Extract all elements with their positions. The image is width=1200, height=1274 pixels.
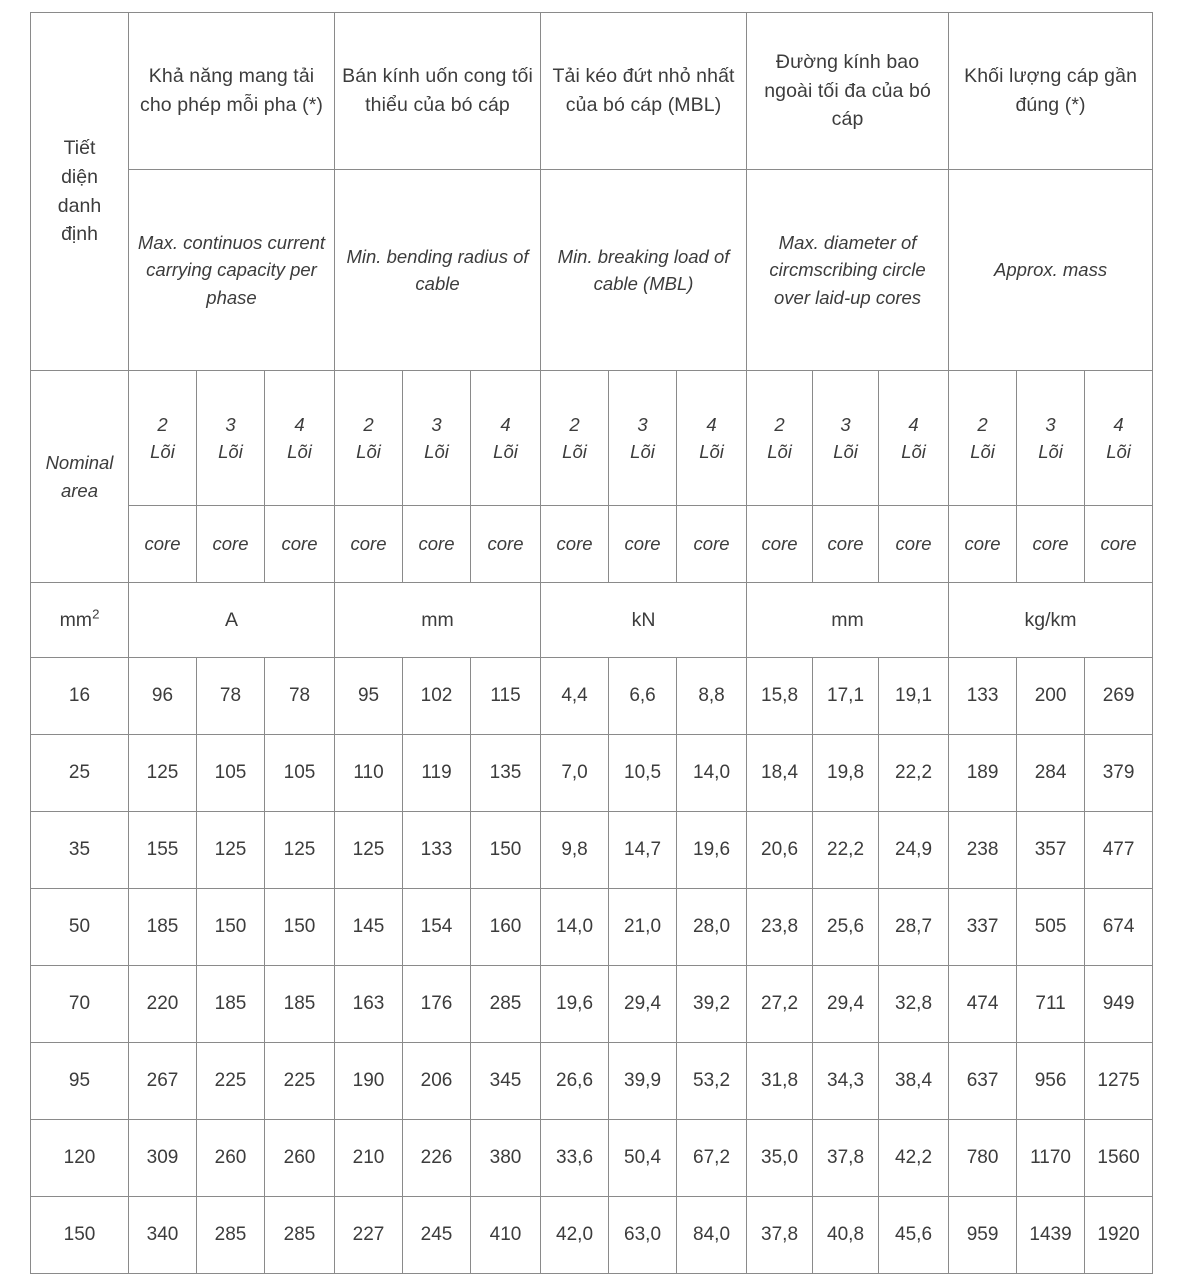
data-cell: 133 xyxy=(403,812,471,889)
data-cell: 285 xyxy=(265,1197,335,1274)
row-header-stub-vietnamese xyxy=(31,13,129,371)
core-label-en-2-bending-radius: core xyxy=(335,506,403,583)
core-label-vi: Lõi xyxy=(1038,441,1063,462)
data-cell: 33,6 xyxy=(541,1120,609,1197)
data-cell: 18,4 xyxy=(747,735,813,812)
data-cell: 22,2 xyxy=(813,812,879,889)
data-cell: 4,4 xyxy=(541,658,609,735)
core-label-en-2-breaking-load: core xyxy=(541,506,609,583)
data-cell: 23,8 xyxy=(747,889,813,966)
data-cell: 26,6 xyxy=(541,1043,609,1120)
data-cell: 14,0 xyxy=(677,735,747,812)
core-label-vi: Lõi xyxy=(562,441,587,462)
core-count-2-breaking-load xyxy=(541,371,609,506)
table-row xyxy=(31,966,1153,1043)
table-row xyxy=(31,1197,1153,1274)
data-cell: 345 xyxy=(471,1043,541,1120)
data-cell: 8,8 xyxy=(677,658,747,735)
data-cell: 17,1 xyxy=(813,658,879,735)
core-label-vi: Lõi xyxy=(493,441,518,462)
data-cell: 150 xyxy=(265,889,335,966)
core-count-3-approx-mass xyxy=(1017,371,1085,506)
core-label-en-3-current-capacity: core xyxy=(197,506,265,583)
data-cell: 160 xyxy=(471,889,541,966)
data-cell: 176 xyxy=(403,966,471,1043)
core-label-vi: Lõi xyxy=(699,441,724,462)
core-count-4-current-capacity xyxy=(265,371,335,506)
group-header-vi-outer-diameter: Đường kính bao ngoài tối đa của bó cáp xyxy=(747,13,949,170)
data-cell: 1560 xyxy=(1085,1120,1153,1197)
data-cell: 39,9 xyxy=(609,1043,677,1120)
data-cell: 337 xyxy=(949,889,1017,966)
data-cell: 20,6 xyxy=(747,812,813,889)
data-cell: 163 xyxy=(335,966,403,1043)
data-cell: 39,2 xyxy=(677,966,747,1043)
table-row xyxy=(31,735,1153,812)
data-cell: 63,0 xyxy=(609,1197,677,1274)
core-number: 4 xyxy=(500,413,511,435)
nominal-area-value: 50 xyxy=(31,889,129,966)
data-cell: 190 xyxy=(335,1043,403,1120)
data-cell: 32,8 xyxy=(879,966,949,1043)
nominal-area-value: 95 xyxy=(31,1043,129,1120)
data-cell: 110 xyxy=(335,735,403,812)
core-count-4-bending-radius xyxy=(471,371,541,506)
data-cell: 45,6 xyxy=(879,1197,949,1274)
core-number: 4 xyxy=(908,413,919,435)
data-cell: 1439 xyxy=(1017,1197,1085,1274)
header-row-core-count xyxy=(31,371,1153,506)
data-cell: 125 xyxy=(335,812,403,889)
data-cell: 260 xyxy=(265,1120,335,1197)
data-cell: 6,6 xyxy=(609,658,677,735)
group-header-vi-breaking-load: Tải kéo đứt nhỏ nhất của bó cáp (MBL) xyxy=(541,13,747,170)
data-cell: 238 xyxy=(949,812,1017,889)
data-cell: 125 xyxy=(129,735,197,812)
data-cell: 674 xyxy=(1085,889,1153,966)
data-cell: 225 xyxy=(265,1043,335,1120)
core-number: 2 xyxy=(157,413,168,435)
group-header-en-outer-diameter: Max. diameter of circmscribing circle over laid-up cores xyxy=(747,170,949,371)
data-cell: 949 xyxy=(1085,966,1153,1043)
data-cell: 340 xyxy=(129,1197,197,1274)
core-number: 2 xyxy=(569,413,580,435)
data-cell: 206 xyxy=(403,1043,471,1120)
data-cell: 29,4 xyxy=(609,966,677,1043)
data-cell: 25,6 xyxy=(813,889,879,966)
data-cell: 505 xyxy=(1017,889,1085,966)
core-count-4-outer-diameter xyxy=(879,371,949,506)
data-cell: 38,4 xyxy=(879,1043,949,1120)
data-cell: 27,2 xyxy=(747,966,813,1043)
unit-nominal-area xyxy=(31,583,129,658)
core-number: 3 xyxy=(1045,413,1056,435)
data-cell: 185 xyxy=(197,966,265,1043)
nominal-area-value: 70 xyxy=(31,966,129,1043)
unit-breaking-load: kN xyxy=(541,583,747,658)
data-cell: 28,0 xyxy=(677,889,747,966)
core-label-vi: Lõi xyxy=(901,441,926,462)
core-label-vi: Lõi xyxy=(833,441,858,462)
data-cell: 78 xyxy=(265,658,335,735)
data-cell: 269 xyxy=(1085,658,1153,735)
data-cell: 115 xyxy=(471,658,541,735)
data-cell: 40,8 xyxy=(813,1197,879,1274)
core-number: 3 xyxy=(840,413,851,435)
core-label-vi: Lõi xyxy=(1106,441,1131,462)
header-row-core-word xyxy=(31,506,1153,583)
data-cell: 1170 xyxy=(1017,1120,1085,1197)
core-label-vi: Lõi xyxy=(218,441,243,462)
data-cell: 14,7 xyxy=(609,812,677,889)
core-label-en-2-outer-diameter: core xyxy=(747,506,813,583)
nominal-area-value: 120 xyxy=(31,1120,129,1197)
data-cell: 102 xyxy=(403,658,471,735)
data-cell: 379 xyxy=(1085,735,1153,812)
data-cell: 637 xyxy=(949,1043,1017,1120)
data-cell: 35,0 xyxy=(747,1120,813,1197)
data-cell: 95 xyxy=(335,658,403,735)
data-cell: 19,6 xyxy=(677,812,747,889)
group-header-en-approx-mass: Approx. mass xyxy=(949,170,1153,371)
table-row xyxy=(31,658,1153,735)
core-number: 3 xyxy=(225,413,236,435)
unit-approx-mass: kg/km xyxy=(949,583,1153,658)
unit-text: mm xyxy=(59,608,93,631)
core-label-vi: Lõi xyxy=(767,441,792,462)
core-label-en-3-bending-radius: core xyxy=(403,506,471,583)
data-cell: 15,8 xyxy=(747,658,813,735)
stub-line: diện xyxy=(61,165,98,188)
core-count-4-breaking-load xyxy=(677,371,747,506)
core-label-vi: Lõi xyxy=(424,441,449,462)
data-cell: 711 xyxy=(1017,966,1085,1043)
data-cell: 1275 xyxy=(1085,1043,1153,1120)
stub-line: định xyxy=(61,223,98,246)
core-count-2-current-capacity xyxy=(129,371,197,506)
data-cell: 21,0 xyxy=(609,889,677,966)
header-row-vietnamese xyxy=(31,13,1153,170)
data-cell: 67,2 xyxy=(677,1120,747,1197)
data-cell: 119 xyxy=(403,735,471,812)
unit-exponent: 2 xyxy=(92,606,100,622)
core-label-vi: Lõi xyxy=(150,441,175,462)
data-cell: 37,8 xyxy=(813,1120,879,1197)
data-cell: 185 xyxy=(265,966,335,1043)
data-cell: 105 xyxy=(197,735,265,812)
data-cell: 78 xyxy=(197,658,265,735)
table-row xyxy=(31,812,1153,889)
data-cell: 19,8 xyxy=(813,735,879,812)
nominal-area-value: 35 xyxy=(31,812,129,889)
data-cell: 410 xyxy=(471,1197,541,1274)
group-header-vi-bending-radius: Bán kính uốn cong tối thiểu của bó cáp xyxy=(335,13,541,170)
data-cell: 29,4 xyxy=(813,966,879,1043)
core-label-en-2-approx-mass: core xyxy=(949,506,1017,583)
core-count-2-bending-radius xyxy=(335,371,403,506)
table-row xyxy=(31,889,1153,966)
table-body xyxy=(31,13,1153,1274)
data-cell: 260 xyxy=(197,1120,265,1197)
nominal-area-value: 25 xyxy=(31,735,129,812)
core-number: 2 xyxy=(363,413,374,435)
data-cell: 284 xyxy=(1017,735,1085,812)
core-label-vi: Lõi xyxy=(287,441,312,462)
data-cell: 780 xyxy=(949,1120,1017,1197)
core-count-3-outer-diameter xyxy=(813,371,879,506)
data-cell: 267 xyxy=(129,1043,197,1120)
core-number: 4 xyxy=(1113,413,1124,435)
data-cell: 155 xyxy=(129,812,197,889)
data-cell: 477 xyxy=(1085,812,1153,889)
group-header-vi-current-capacity: Khả năng mang tải cho phép mỗi pha (*) xyxy=(129,13,335,170)
core-number: 2 xyxy=(774,413,785,435)
data-cell: 133 xyxy=(949,658,1017,735)
core-label-en-3-approx-mass: core xyxy=(1017,506,1085,583)
group-header-vi-approx-mass: Khối lượng cáp gần đúng (*) xyxy=(949,13,1153,170)
data-cell: 125 xyxy=(265,812,335,889)
core-label-en-4-breaking-load: core xyxy=(677,506,747,583)
data-cell: 19,6 xyxy=(541,966,609,1043)
core-number: 3 xyxy=(431,413,442,435)
core-count-2-approx-mass xyxy=(949,371,1017,506)
data-cell: 10,5 xyxy=(609,735,677,812)
row-header-stub-english xyxy=(31,371,129,583)
data-cell: 380 xyxy=(471,1120,541,1197)
data-cell: 135 xyxy=(471,735,541,812)
core-number: 4 xyxy=(294,413,305,435)
data-cell: 28,7 xyxy=(879,889,949,966)
stub-line: Nominal xyxy=(45,452,114,474)
data-cell: 42,0 xyxy=(541,1197,609,1274)
data-cell: 125 xyxy=(197,812,265,889)
core-label-vi: Lõi xyxy=(970,441,995,462)
core-label-en-2-current-capacity: core xyxy=(129,506,197,583)
data-cell: 210 xyxy=(335,1120,403,1197)
data-cell: 956 xyxy=(1017,1043,1085,1120)
data-cell: 14,0 xyxy=(541,889,609,966)
core-label-vi: Lõi xyxy=(356,441,381,462)
data-cell: 285 xyxy=(471,966,541,1043)
header-row-english xyxy=(31,170,1153,371)
group-header-en-current-capacity: Max. continuos current carrying capacity per phase xyxy=(129,170,335,371)
data-cell: 245 xyxy=(403,1197,471,1274)
data-cell: 84,0 xyxy=(677,1197,747,1274)
data-cell: 1920 xyxy=(1085,1197,1153,1274)
table-row xyxy=(31,1043,1153,1120)
nominal-area-value: 150 xyxy=(31,1197,129,1274)
data-cell: 22,2 xyxy=(879,735,949,812)
data-cell: 24,9 xyxy=(879,812,949,889)
core-count-2-outer-diameter xyxy=(747,371,813,506)
data-cell: 42,2 xyxy=(879,1120,949,1197)
core-count-3-bending-radius xyxy=(403,371,471,506)
data-cell: 31,8 xyxy=(747,1043,813,1120)
stub-line: Tiết xyxy=(63,136,96,159)
data-cell: 154 xyxy=(403,889,471,966)
data-cell: 357 xyxy=(1017,812,1085,889)
unit-bending-radius: mm xyxy=(335,583,541,658)
data-cell: 53,2 xyxy=(677,1043,747,1120)
core-number: 4 xyxy=(706,413,717,435)
table-row xyxy=(31,1120,1153,1197)
stub-line: area xyxy=(60,479,99,501)
core-count-3-current-capacity xyxy=(197,371,265,506)
core-number: 3 xyxy=(637,413,648,435)
data-cell: 105 xyxy=(265,735,335,812)
data-cell: 150 xyxy=(471,812,541,889)
core-label-en-4-outer-diameter: core xyxy=(879,506,949,583)
header-row-units xyxy=(31,583,1153,658)
cable-specification-table xyxy=(30,12,1153,1274)
data-cell: 474 xyxy=(949,966,1017,1043)
data-cell: 227 xyxy=(335,1197,403,1274)
nominal-area-value: 16 xyxy=(31,658,129,735)
stub-line: danh xyxy=(57,194,102,217)
data-cell: 145 xyxy=(335,889,403,966)
data-cell: 225 xyxy=(197,1043,265,1120)
core-label-en-4-approx-mass: core xyxy=(1085,506,1153,583)
data-cell: 220 xyxy=(129,966,197,1043)
data-cell: 34,3 xyxy=(813,1043,879,1120)
core-count-4-approx-mass xyxy=(1085,371,1153,506)
data-cell: 150 xyxy=(197,889,265,966)
core-number: 2 xyxy=(977,413,988,435)
data-cell: 19,1 xyxy=(879,658,949,735)
core-count-3-breaking-load xyxy=(609,371,677,506)
data-cell: 285 xyxy=(197,1197,265,1274)
data-cell: 200 xyxy=(1017,658,1085,735)
data-cell: 959 xyxy=(949,1197,1017,1274)
data-cell: 189 xyxy=(949,735,1017,812)
data-cell: 226 xyxy=(403,1120,471,1197)
core-label-en-4-bending-radius: core xyxy=(471,506,541,583)
unit-outer-diameter: mm xyxy=(747,583,949,658)
unit-current-capacity: A xyxy=(129,583,335,658)
core-label-en-3-breaking-load: core xyxy=(609,506,677,583)
data-cell: 37,8 xyxy=(747,1197,813,1274)
core-label-vi: Lõi xyxy=(630,441,655,462)
data-cell: 7,0 xyxy=(541,735,609,812)
data-cell: 185 xyxy=(129,889,197,966)
data-cell: 309 xyxy=(129,1120,197,1197)
group-header-en-bending-radius: Min. bending radius of cable xyxy=(335,170,541,371)
data-cell: 50,4 xyxy=(609,1120,677,1197)
data-cell: 9,8 xyxy=(541,812,609,889)
data-cell: 96 xyxy=(129,658,197,735)
core-label-en-3-outer-diameter: core xyxy=(813,506,879,583)
core-label-en-4-current-capacity: core xyxy=(265,506,335,583)
group-header-en-breaking-load: Min. breaking load of cable (MBL) xyxy=(541,170,747,371)
